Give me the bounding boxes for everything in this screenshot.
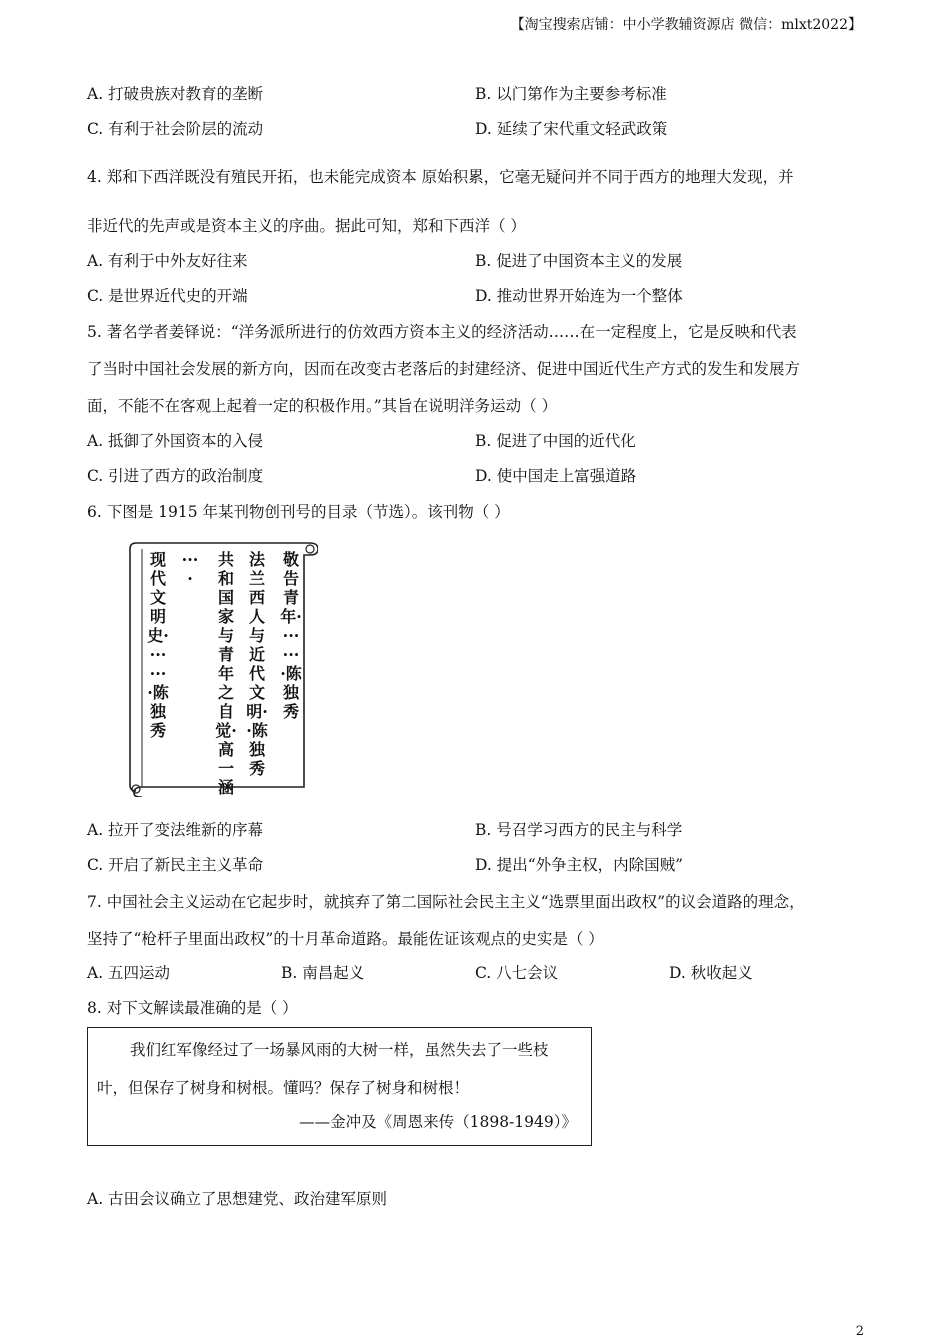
quote-line-2: 叶，但保存了树身和树根。懂吗？保存了树身和树根！ xyxy=(97,1079,470,1097)
q7-stem-line2: 坚持了“枪杆子里面出政权”的十月革命道路。最能佐证该观点的史实是（ ） xyxy=(87,930,604,948)
q6-stem: 6. 下图是 1915 年某刊物创刊号的目录（节选）。该刊物（ ） xyxy=(87,503,510,521)
q7-option-b: B. 南昌起义 xyxy=(281,964,365,982)
q6-option-b: B. 号召学习西方的民主与科学 xyxy=(475,821,683,839)
q4-option-d: D. 推动世界开始连为一个整体 xyxy=(475,287,683,305)
q3-option-d: D. 延续了宋代重文轻武政策 xyxy=(475,120,668,138)
q5-option-b: B. 促进了中国的近代化 xyxy=(475,432,636,450)
q5-stem-line3: 面，不能不在客观上起着一定的积极作用。”其旨在说明洋务运动（ ） xyxy=(87,397,558,415)
quote-source: ——金冲及《周恩来传（1898-1949）》 xyxy=(299,1113,577,1131)
quote-line-1: 我们红军像经过了一场暴风雨的大树一样，虽然失去了一些枝 xyxy=(130,1041,549,1059)
q3-option-b: B. 以门第作为主要参考标准 xyxy=(475,85,667,103)
toc-entry-ellipsis: ···· xyxy=(181,550,199,588)
q4-option-c: C. 是世界近代史的开端 xyxy=(87,287,248,305)
quote-box xyxy=(87,1027,592,1146)
q5-option-a: A. 抵御了外国资本的入侵 xyxy=(87,432,264,450)
q4-stem-line2: 非近代的先声或是资本主义的序曲。据此可知，郑和下西洋（ ） xyxy=(87,217,526,235)
q8-option-a: A. 古田会议确立了思想建党、政治建军原则 xyxy=(87,1190,388,1208)
q6-option-a: A. 拉开了变法维新的序幕 xyxy=(87,821,264,839)
q6-option-c: C. 开启了新民主主义革命 xyxy=(87,856,264,874)
q7-option-d: D. 秋收起义 xyxy=(669,964,753,982)
q5-option-c: C. 引进了西方的政治制度 xyxy=(87,467,264,485)
q4-stem-line1: 4. 郑和下西洋既没有殖民开拓，也未能完成资本 原始积累，它毫无疑问并不同于西方的地理大发现，并 xyxy=(87,168,794,186)
q3-option-a: A. 打破贵族对教育的垄断 xyxy=(87,85,264,103)
q5-stem-line2: 了当时中国社会发展的新方向，因而在改变古老落后的封建经济、促进中国近代生产方式的发生和发展方 xyxy=(87,360,801,378)
page-number: 2 xyxy=(855,1324,864,1339)
toc-entry-2: 法兰西人与近代文明··陈独秀 xyxy=(246,550,268,778)
q4-option-a: A. 有利于中外友好往来 xyxy=(87,252,248,270)
watermark-header: 【淘宝搜索店铺：中小学教辅资源店 微信：mlxt2022】 xyxy=(510,17,862,33)
q7-option-a: A. 五四运动 xyxy=(87,964,171,982)
q4-option-b: B. 促进了中国资本主义的发展 xyxy=(475,252,683,270)
q7-option-c: C. 八七会议 xyxy=(475,964,559,982)
q6-option-d: D. 提出“外争主权，内除国贼” xyxy=(475,856,684,874)
toc-entry-3: 共和国家与青年之自觉·高一涵 xyxy=(215,550,237,797)
toc-entry-4: 现代文明史········陈独秀 xyxy=(147,550,169,740)
toc-entry-1: 敬告青年········陈独秀 xyxy=(280,550,302,721)
q3-option-c: C. 有利于社会阶层的流动 xyxy=(87,120,264,138)
q5-option-d: D. 使中国走上富强道路 xyxy=(475,467,637,485)
q5-stem-line1: 5. 著名学者姜铎说：“洋务派所进行的仿效西方资本主义的经济活动……在一定程度上，它是反映和代表 xyxy=(87,323,797,341)
q7-stem-line1: 7. 中国社会主义运动在它起步时，就摈弃了第二国际社会民主主义“选票里面出政权”的议会道路的理念， xyxy=(87,893,805,911)
q8-stem: 8. 对下文解读最准确的是（ ） xyxy=(87,999,298,1017)
